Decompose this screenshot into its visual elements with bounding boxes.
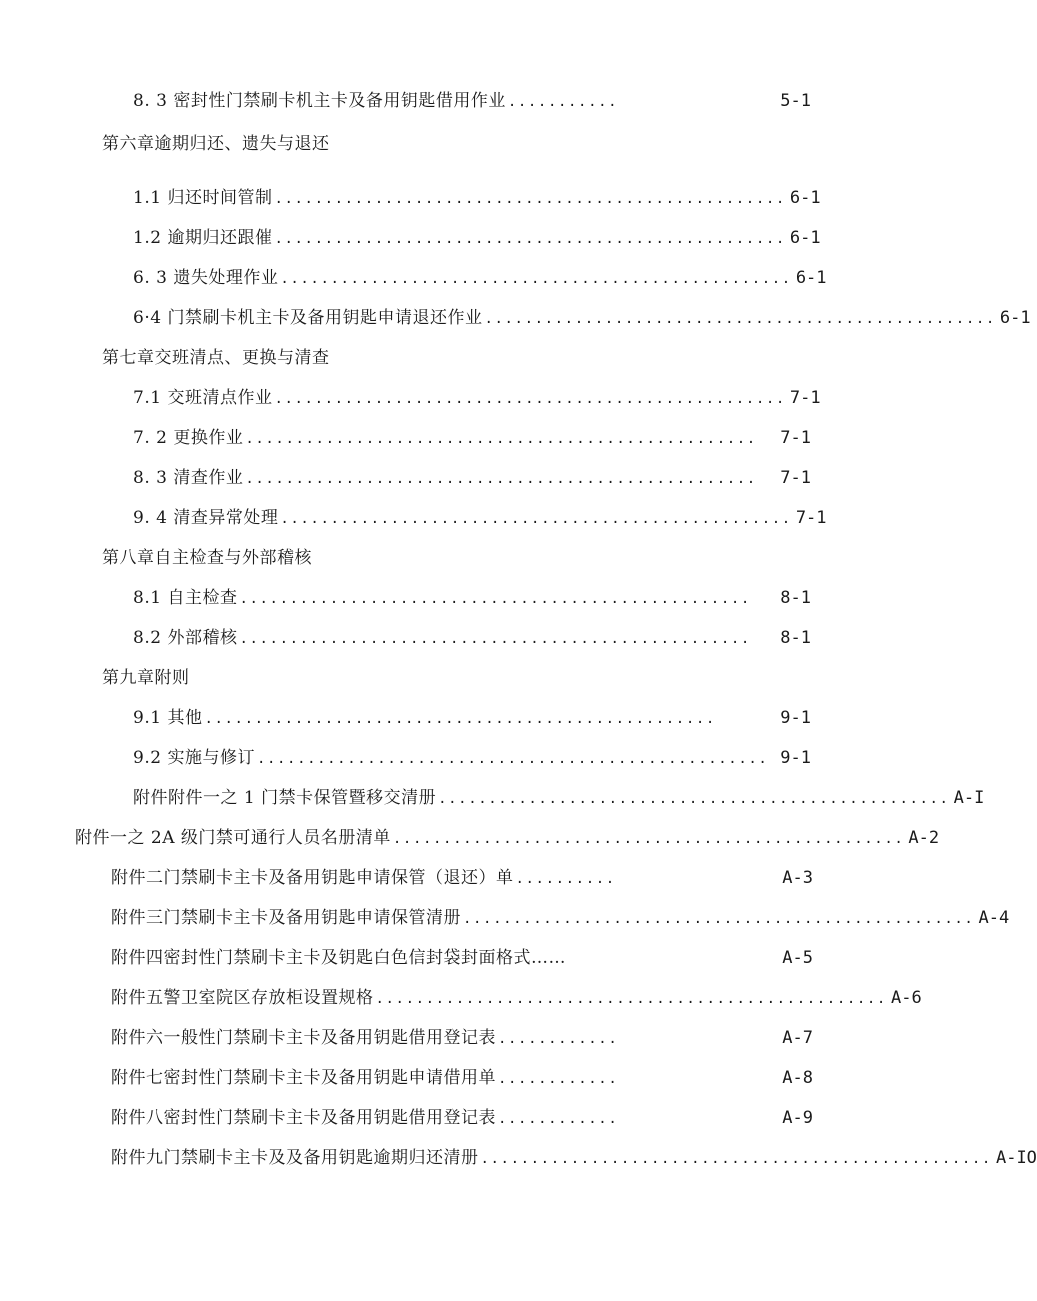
toc-entry-label: 附件三门禁刷卡主卡及备用钥匙申请保管清册 <box>111 908 461 928</box>
toc-entry-label: 附件一之 2A 级门禁可通行人员名册清单 <box>75 828 391 848</box>
toc-entry-label: 附件附件一之 1 门禁卡保管暨移交清册 <box>133 788 437 808</box>
toc-leader-dots: ................................................... <box>280 271 792 287</box>
toc-entry-1-2 <box>133 227 821 249</box>
toc-entry-label: 附件五警卫室院区存放柜设置规格 <box>111 988 374 1008</box>
toc-attachment-2 <box>111 867 813 889</box>
toc-entry-label: 6. 3 遗失处理作业 <box>133 268 279 288</box>
toc-page-number: A-8 <box>782 1068 813 1088</box>
toc-entry-label: 附件六一般性门禁刷卡主卡及备用钥匙借用登记表 <box>111 1028 496 1048</box>
toc-leader-dots: ................................................... <box>480 1151 992 1167</box>
toc-leader-dots: ............ <box>498 1111 619 1127</box>
toc-page-number: A-9 <box>782 1108 813 1128</box>
toc-attachment-1-1 <box>133 787 985 809</box>
toc-entry-label: 8.1 自主检查 <box>133 588 238 608</box>
toc-entry-9-4 <box>133 507 827 529</box>
toc-entry-label: 7. 2 更换作业 <box>133 428 244 448</box>
toc-entry-label: 9.2 实施与修订 <box>133 748 255 768</box>
toc-entry-7-1 <box>133 387 821 409</box>
toc-page-number: 8-1 <box>780 588 811 608</box>
toc-leader-dots: ................................................... <box>463 911 975 927</box>
toc-page-number: 6-1 <box>795 268 827 288</box>
toc-entry-label: 附件八密封性门禁刷卡主卡及备用钥匙借用登记表 <box>111 1108 496 1128</box>
toc-leader-dots: ............ <box>498 1031 619 1047</box>
toc-entry-6-4 <box>133 307 1031 329</box>
toc-entry-label: 附件四密封性门禁刷卡主卡及钥匙白色信封袋封面格式…… <box>111 948 566 968</box>
toc-attachment-3 <box>111 907 1010 929</box>
toc-attachment-8 <box>111 1107 813 1129</box>
toc-leader-dots: ........... <box>507 94 619 110</box>
toc-leader-dots: ................................................... <box>245 431 757 447</box>
toc-leader-dots: ................................................... <box>438 791 950 807</box>
toc-entry-label: 1.1 归还时间管制 <box>133 188 273 208</box>
toc-attachment-5 <box>111 987 922 1009</box>
toc-page-number: A-4 <box>978 908 1010 928</box>
toc-leader-dots: ................................................... <box>245 471 757 487</box>
chapter-heading-6: 第六章逾期归还、遗失与退还 <box>102 134 330 154</box>
toc-page-number: 7-1 <box>780 428 811 448</box>
toc-entry-8-1 <box>133 587 811 609</box>
toc-attachment-4 <box>111 947 813 969</box>
toc-entry-label: 6·4 门禁刷卡机主卡及备用钥匙申请退还作业 <box>133 308 483 328</box>
toc-leader-dots: ................................................... <box>239 631 751 647</box>
toc-entry-8-2 <box>133 627 811 649</box>
toc-page-number: 6-1 <box>789 228 821 248</box>
toc-attachment-7 <box>111 1067 813 1089</box>
toc-leader-dots: ................................................... <box>256 751 769 767</box>
toc-entry-6-3 <box>133 267 827 289</box>
chapter-heading-8: 第八章自主检查与外部稽核 <box>102 548 312 568</box>
toc-page-number: A-IO <box>995 1148 1037 1168</box>
toc-page-number: 9-1 <box>780 748 811 768</box>
toc-leader-dots: ................................................... <box>274 391 786 407</box>
toc-leader-dots: ................................................... <box>375 991 887 1007</box>
toc-leader-dots: ................................................... <box>280 511 792 527</box>
toc-entry-label: 附件二门禁刷卡主卡及备用钥匙申请保管（退还）单 <box>111 868 514 888</box>
toc-entry-8-3-borrow <box>133 90 811 112</box>
toc-page-number: 9-1 <box>780 708 811 728</box>
toc-page-number: A-2 <box>908 828 940 848</box>
toc-entry-label: 7.1 交班清点作业 <box>133 388 273 408</box>
toc-entry-label: 1.2 逾期归还跟催 <box>133 228 273 248</box>
toc-page-number: 7-1 <box>789 388 821 408</box>
toc-entry-label: 8.2 外部稽核 <box>133 628 238 648</box>
toc-leader-dots: ................................................... <box>484 311 996 327</box>
toc-page-number: A-5 <box>782 948 813 968</box>
toc-page-number: A-7 <box>782 1028 813 1048</box>
toc-entry-8-3-inspect <box>133 467 811 489</box>
toc-attachment-6 <box>111 1027 813 1049</box>
toc-entry-label: 8. 3 密封性门禁刷卡机主卡及备用钥匙借用作业 <box>133 91 506 111</box>
toc-page-number: 7-1 <box>795 508 827 528</box>
toc-entry-9-1 <box>133 707 811 729</box>
toc-page-number: 7-1 <box>780 468 811 488</box>
toc-entry-label: 8. 3 清查作业 <box>133 468 244 488</box>
toc-page-number: A-6 <box>890 988 922 1008</box>
toc-leader-dots: ................................................... <box>274 191 786 207</box>
toc-leader-dots: ................................................... <box>239 591 751 607</box>
toc-entry-label: 9. 4 清查异常处理 <box>133 508 279 528</box>
toc-page-number: A-I <box>953 788 985 808</box>
chapter-heading-7: 第七章交班清点、更换与清查 <box>102 348 330 368</box>
toc-page-number: 6-1 <box>789 188 821 208</box>
toc-leader-dots: .......... <box>515 871 616 887</box>
toc-leader-dots: ................................................... <box>392 831 905 847</box>
toc-leader-dots: ............ <box>498 1071 619 1087</box>
toc-page-number: 5-1 <box>780 91 811 111</box>
toc-entry-label: 9.1 其他 <box>133 708 203 728</box>
toc-entry-1-1 <box>133 187 821 209</box>
toc-entry-label: 附件七密封性门禁刷卡主卡及备用钥匙申请借用单 <box>111 1068 496 1088</box>
toc-leader-dots: ................................................... <box>274 231 786 247</box>
toc-page-number: A-3 <box>782 868 813 888</box>
chapter-heading-9: 第九章附则 <box>102 668 190 688</box>
toc-entry-9-2 <box>133 747 811 769</box>
toc-leader-dots: ................................................... <box>204 711 716 727</box>
toc-page-number: 6-1 <box>999 308 1031 328</box>
toc-attachment-9 <box>111 1147 1037 1169</box>
toc-attachment-1-2 <box>75 827 940 849</box>
toc-page-number: 8-1 <box>780 628 811 648</box>
toc-entry-label: 附件九门禁刷卡主卡及及备用钥匙逾期归还清册 <box>111 1148 479 1168</box>
toc-entry-7-2 <box>133 427 811 449</box>
